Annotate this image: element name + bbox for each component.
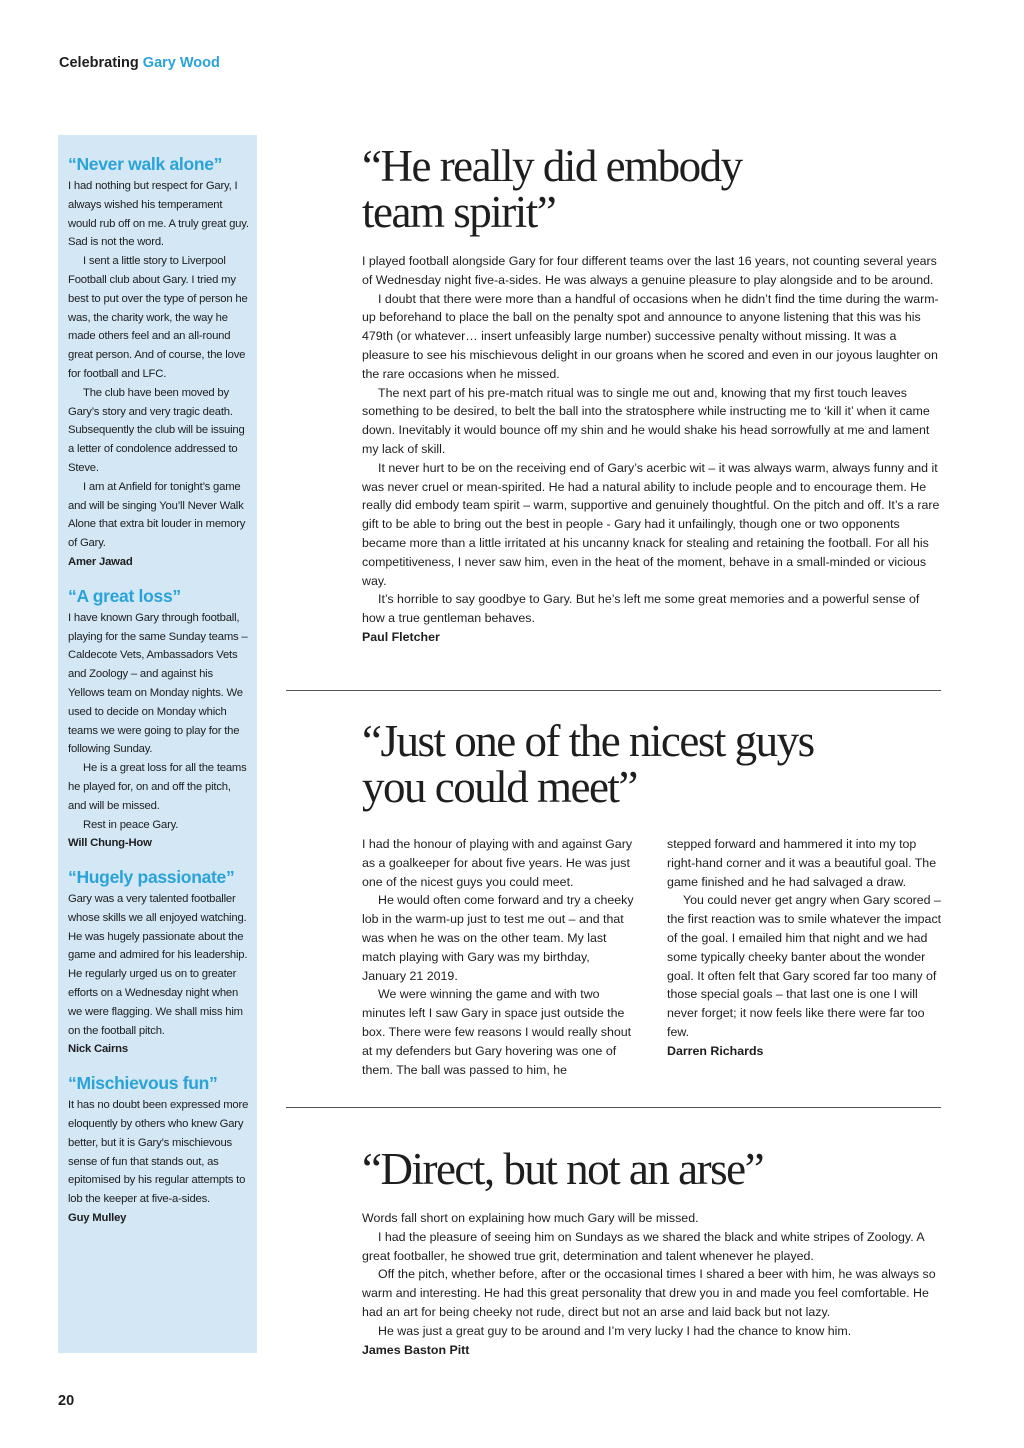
sidebar-paragraph: I have known Gary through football, playing for the same Sunday teams – Caldecote Vets, Ambassadors Vets and Zoology – and against his Yellows team on Monday nights. We used to decide on Monday which teams we were going to play for the following Sunday.: [68, 611, 248, 756]
sidebar-block: [68, 866, 249, 1059]
header-prefix: Celebrating: [59, 55, 139, 71]
article-paragraph: He would often come forward and try a cheeky lob in the warm-up just to test me out – and that was when he was on the other team. My last match playing with Gary was my birthday, January 21 2019.: [362, 893, 634, 983]
page-header: [59, 55, 220, 71]
sidebar-block: [68, 585, 249, 853]
sidebar-tributes: [58, 135, 257, 1353]
article-paragraph: stepped forward and hammered it into my top right-hand corner and it was a beautiful goal. The game finished and he had salvaged a draw.: [667, 837, 937, 889]
article-paragraph: It never hurt to be on the receiving end of Gary’s acerbic wit – it was always warm, always funny and it was never cruel or mean-spirited. He had a natural ability to include people and to encourage them. He really did embody team spirit – warm, supportive and genuinely thoughtful. On the pitch and off. It’s a rare gift to be able to bring out the best in people - Gary had it unfailingly, though one or two opponents became more than a little irritated at his uncanny knack for stealing and retaining the football. For all his competitiveness, I never saw him, even in the heat of the moment, behave in a small-minded or vicious way.: [362, 460, 940, 588]
sidebar-paragraph: Rest in peace Gary.: [83, 818, 179, 831]
article-paragraph: It’s horrible to say goodbye to Gary. But he’s left me some great memories and a powerful sense of how a true gentleman behaves.: [362, 592, 920, 626]
article-column-right: [667, 835, 942, 1079]
sidebar-author: Will Chung-How: [68, 837, 152, 850]
article-paragraph: The next part of his pre-match ritual was to single me out and, knowing that my first touch leaves something to be desired, to belt the ball into the stratosphere while instructing me to ‘kill it’ when it came down. Inevitably it would bounce off my shin and he would shake his head sorrowfully at me and lament my lack of skill.: [362, 385, 930, 456]
sidebar-block-title: “A great loss”: [68, 585, 181, 606]
article-paragraph: Words fall short on explaining how much Gary will be missed.: [362, 1211, 699, 1225]
article-column-left: [362, 835, 637, 1079]
sidebar-paragraph: I had nothing but respect for Gary, I always wished his temperament would rub off on me. A truly great guy. Sad is not the word.: [68, 180, 249, 249]
sidebar-block-title: “Mischievous fun”: [68, 1073, 218, 1094]
article-team-spirit: [362, 143, 942, 647]
sidebar-author: Amer Jawad: [68, 555, 133, 568]
article-nicest-guys: [362, 718, 942, 810]
article-author: Darren Richards: [667, 1043, 764, 1058]
article-headline: “Direct, but not an arse”: [362, 1144, 764, 1194]
article-paragraph: I played football alongside Gary for four different teams over the last 16 years, not counting several years of Wednesday night five-a-sides. He was always a genuine pleasure to play alongside and to be around.: [362, 254, 937, 287]
sidebar-paragraph: The club have been moved by Gary’s story and very tragic death. Subsequently the club will be issuing a letter of condolence addressed to Steve.: [68, 386, 245, 474]
sidebar-paragraph: I sent a little story to Liverpool Football club about Gary. I tried my best to put over the type of person he was, the charity work, the way he made others feel and an all-round great person. And of course, the love for football and LFC.: [68, 255, 248, 380]
headline-line: team spirit”: [362, 187, 556, 237]
sidebar-author: Nick Cairns: [68, 1043, 128, 1056]
sidebar-block-title: “Hugely passionate”: [68, 867, 235, 888]
sidebar-block: [68, 1072, 249, 1228]
sidebar-block: [68, 153, 249, 572]
section-divider: [286, 690, 941, 691]
article-direct: [362, 1146, 942, 1359]
headline-line: you could meet”: [362, 762, 637, 812]
section-divider: [286, 1107, 941, 1108]
sidebar-author: Guy Mulley: [68, 1212, 127, 1225]
article-paragraph: I had the pleasure of seeing him on Sundays as we shared the black and white stripes of Zoology. A great footballer, he showed true grit, determination and talent whenever he played.: [362, 1229, 924, 1263]
sidebar-paragraph: Gary was a very talented footballer whose skills we all enjoyed watching. He was hugely passionate about the game and admired for his leadership. He regularly urged us on to greater efforts on a Wednesday night when we were flagging. We shall miss him on the football pitch.: [68, 893, 248, 1037]
headline-line: “Just one of the nicest guys: [362, 716, 814, 766]
article-paragraph: I had the honour of playing with and against Gary as a goalkeeper for about five years. He was just one of the nicest guys you could meet.: [362, 837, 633, 889]
article-author: Paul Fletcher: [362, 629, 440, 644]
article-headline: [362, 143, 942, 235]
article-paragraph: I doubt that there were more than a handful of occasions when he didn’t find the time during the warm-up beforehand to place the ball on the penalty spot and announce to anyone listening that this was his 479th (or whatever… insert unfeasibly large number) successive penalty without missing. It was a pleasure to see his mischievous delight in our groans when he scored and even in our joyous laughter on the rare occasions when he missed.: [362, 291, 939, 381]
sidebar-paragraph: I am at Anfield for tonight’s game and will be singing You’ll Never Walk Alone that extra bit louder in memory of Gary.: [68, 480, 246, 550]
sidebar-paragraph: He is a great loss for all the teams he played for, on and off the pitch, and will be missed.: [68, 762, 247, 812]
header-name: Gary Wood: [142, 55, 220, 71]
article-paragraph: We were winning the game and with two minutes left I saw Gary in space just outside the box. There were few reasons I would really shout at my defenders but Gary hovering was one of them. The ball was passed to him, he: [362, 987, 632, 1077]
article-headline: [362, 718, 942, 810]
headline-line: “He really did embody: [362, 141, 742, 191]
sidebar-paragraph: It has no doubt been expressed more eloquently by others who knew Gary better, but it is Gary’s mischievous sense of fun that stands out, as epitomised by his regular attempts to lob the keeper at five-a-sides.: [68, 1099, 249, 1206]
sidebar-block-title: “Never walk alone”: [68, 154, 223, 174]
article-paragraph: He was just a great guy to be around and I’m very lucky I had the chance to know him.: [378, 1323, 852, 1338]
article-paragraph: You could never get angry when Gary scored – the first reaction was to smile whatever the impact of the goal. I emailed him that night and we had some typically cheeky banter about the wonder goal. It often felt that Gary scored far too many of those special goals – that last one is one I will never forget; it now feels like there were far too few.: [667, 893, 942, 1039]
page-number: 20: [58, 1393, 75, 1409]
article-author: James Baston Pitt: [362, 1342, 470, 1357]
article-paragraph: Off the pitch, whether before, after or the occasional times I shared a beer with him, he was always so warm and interesting. He had this great personality that drew you in and made you feel comfortable. He had an art for being cheeky not rude, direct but not an arse and laid back but not lazy.: [362, 1267, 936, 1319]
article-columns: [362, 835, 942, 1079]
